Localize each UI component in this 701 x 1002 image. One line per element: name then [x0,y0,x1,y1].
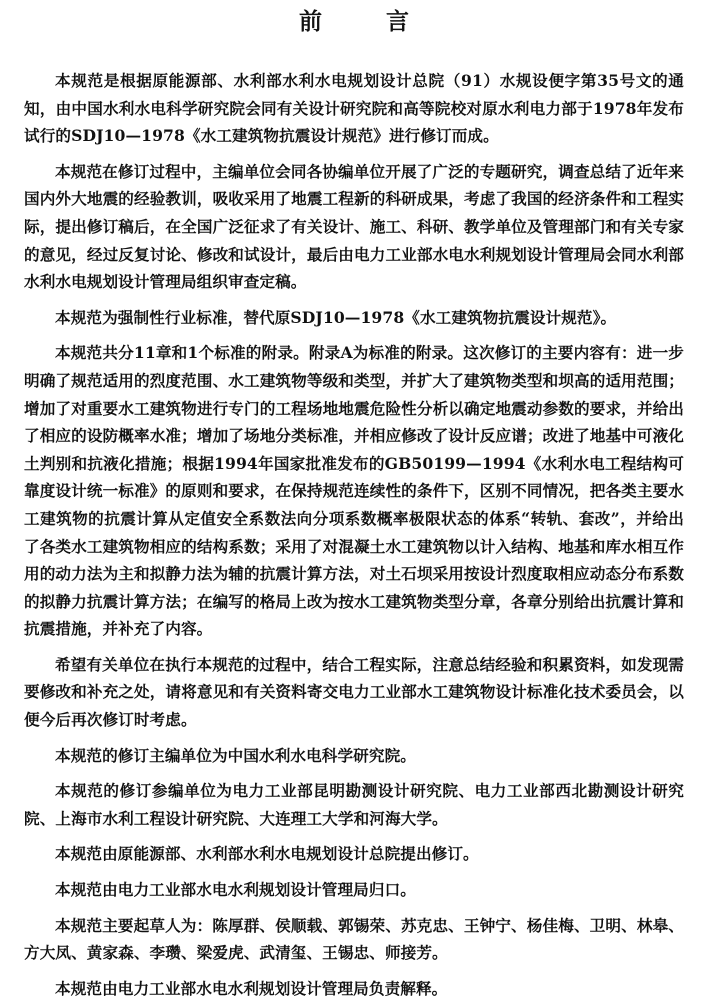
paragraph-standard-status: 本规范为强制性行业标准，替代原SDJ10—1978《水工建筑物抗震设计规范》。 [55,307,617,327]
paragraph-feedback-request: 希望有关单位在执行本规范的过程中，结合工程实际，注意总结经验和积累资料，如发现需要修改和补充之处，请将意见和有关资料寄交电力工业部水工建筑物设计标准化技术委员会，以便今后再次修订时考虑。 [24,654,684,730]
paragraph-proposer: 本规范由原能源部、水利部水利水电规划设计总院提出修订。 [55,844,479,864]
paragraph-main-contents: 本规范共分11章和1个标准的附录。附录A为标准的附录。这次修订的主要内容有：进一步明确了规范适用的烈度范围、水工建筑物等级和类型，并扩大了建筑物类型和坝高的适用范围；增加了对重要水工建筑物进行专门的工程场地地震危险性分析以确定地震动参数的要求，并给出了相应的设防概率水准；增加了场地分类标准，并相应修改了设计反应谱；改进了地基中可液化土判别和抗液化措施；根据1994年国家批准发布的GB50199—1994《水利水电工程结构可靠度设计统一标准》的原则和要求，在保持规范连续性的条件下，区别不同情况，把各类主要水工建筑物的抗震计算从定值安全系数法向分项系数概率极限状态的体系“转轨、套改”，并给出了各类水工建筑物相应的结构系数；采用了对混凝土水工建筑物以计入结构、地基和库水相互作用的动力法为主和拟静力法为辅的抗震计算方法，对土石坝采用按设计烈度取相应动态分布系数的拟静力抗震计算方法；在编写的格局上改为按水工建筑物类型分章，各章分别给出抗震计算和抗震措施，并补充了内容。 [24,343,684,639]
paragraph-participating-units: 本规范的修订参编单位为电力工业部昆明勘测设计研究院、电力工业部西北勘测设计研究院、上海市水利工程设计研究院、大连理工大学和河海大学。 [24,781,684,828]
document-page [24,6,684,998]
paragraph-drafters: 本规范主要起草人为：陈厚群、侯顺载、郭锡荣、苏克忠、王钟宁、杨佳梅、卫明、林皋、方大凤、黄家森、李瓒、梁爱虎、武清玺、王锡忠、师接芳。 [24,915,684,963]
paragraph-revision-process: 本规范在修订过程中，主编单位会同各协编单位开展了广泛的专题研究，调查总结了近年来国内外大地震的经验教训，吸收采用了地震工程新的科研成果，考虑了我国的经济条件和工程实际，提出修订稿后，在全国广泛征求了有关设计、施工、科研、教学单位及管理部门和有关专家的意见，经过反复讨论、修改和试设计，最后由电力工业部水电水利规划设计管理局会同水利部水利水电规划设计管理局组织审查定稿。 [24,161,684,292]
paragraph-administrator: 本规范由电力工业部水电水利规划设计管理局归口。 [55,880,416,900]
paragraph-interpretation: 本规范由电力工业部水电水利规划设计管理局负责解释。 [55,978,448,998]
paragraph-basis: 本规范是根据原能源部、水利部水利水电规划设计总院（91）水规设便字第35号文的通知，由中国水利水电科学研究院会同有关设计研究院和高等院校对原水利电力部于1978年发布试行的SDJ10—1978《水工建筑物抗震设计规范》进行修订而成。 [24,71,684,146]
paragraph-chief-editor: 本规范的修订主编单位为中国水利水电科学研究院。 [55,745,416,765]
page-title: 前 言 [298,8,437,35]
